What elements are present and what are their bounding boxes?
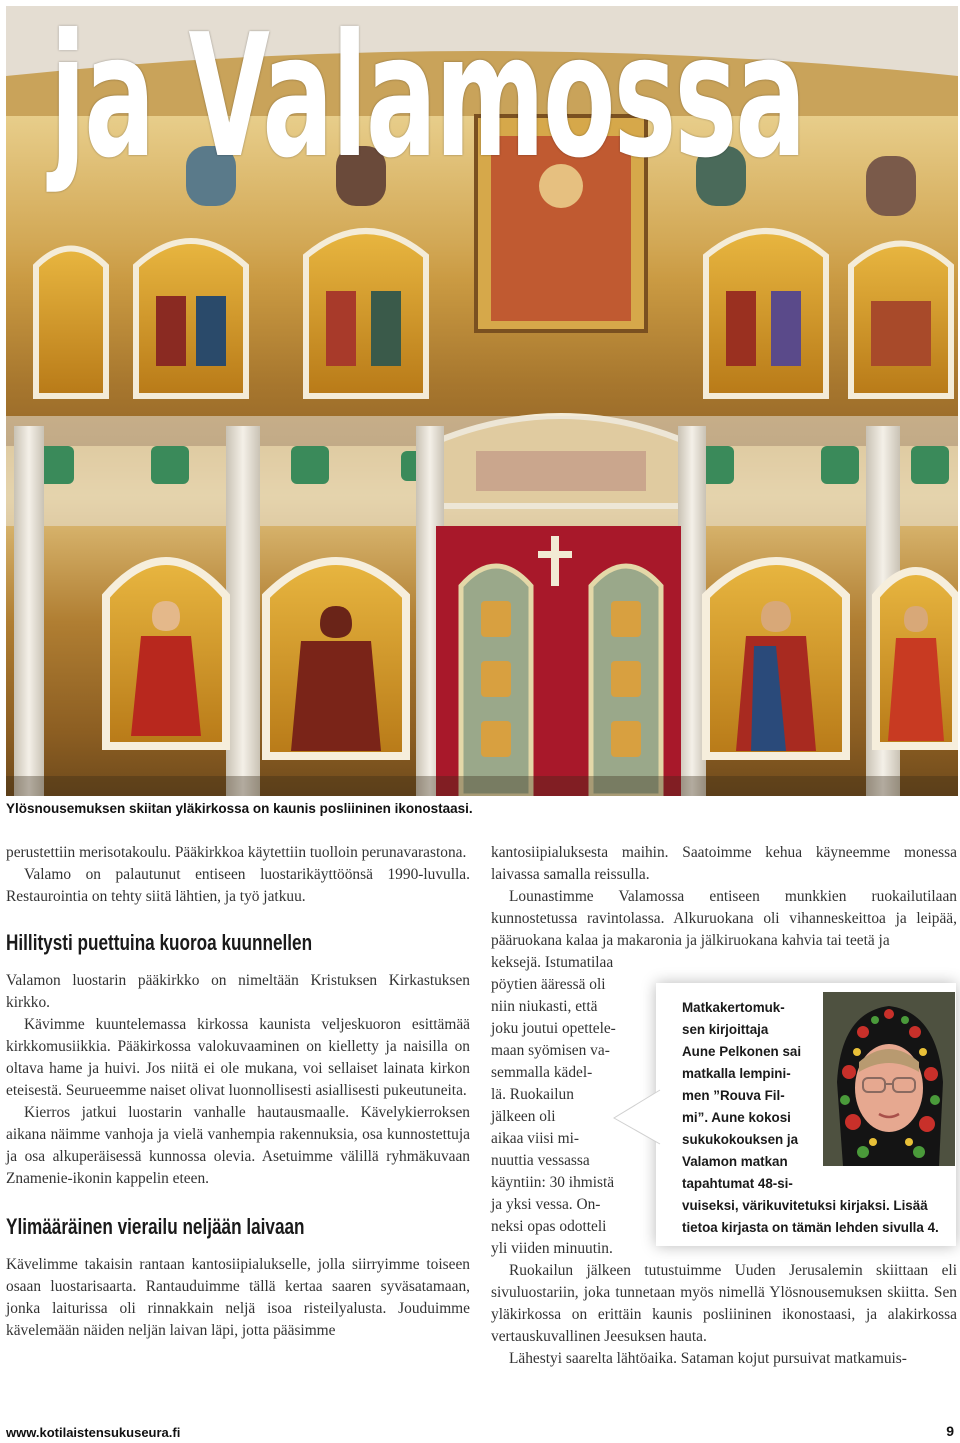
text-line: keksejä. Istumatilaa (491, 954, 614, 971)
callout-line: sukukokouksen ja (682, 1132, 799, 1147)
subheading: Ylimääräinen vierailu neljään laivaan (6, 1214, 305, 1239)
paragraph: Ruokailun jälkeen tutustuimme Uuden Jerusalemin skiittaan eli sivuluostariin, joka tunnetaan myös nimellä Ylösnousemuksen skiitta. Sen yläkirkossa on erittäin kaunis posliininen ikonostaasi, ja alakirkossa vertauskuvallinen Jeesuksen hauta. (491, 1262, 957, 1345)
text-line: neksi opas odotteli (491, 1218, 607, 1235)
paragraph: Lähestyi saarelta lähtöaika. Sataman kojut pursuivat matkamuis- (509, 1350, 907, 1367)
subheading: Hillitysti puettuina kuoroa kuunnellen (6, 930, 313, 955)
text-line: pöytien ääressä oli (491, 976, 606, 993)
text-line: niin niukasti, että (491, 998, 598, 1015)
callout-line: tietoa kirjasta on tämän lehden sivulla 4. (682, 1220, 939, 1235)
text-line: yli viiden minuutin. (491, 1240, 613, 1257)
text-line: lä. Ruokailun (491, 1086, 574, 1103)
callout-line: sen kirjoittaja (682, 1022, 769, 1037)
paragraph: Kävelimme takaisin rantaan kantosiipialukselle, jolla siirryimme toiseen osaan luostarisaarta. Rantauduimme tällä kertaa saaren syväsatamaan, jonka laiturissa oli rinnakkain neljä isoa risteilyalusta. Jouduimme kävelemään näiden neljän laivan läpi, jotta pääsimme (6, 1256, 470, 1339)
paragraph: Kävimme kuuntelemassa kirkossa kaunista veljeskuoron esittämää kirkkomusiikkia. Pääkirkossa valokuvaaminen on kielletty ja naisilla on oltava hame ja huivi. Jos niitä ei ole mukana, voi sellaiset lainata kirkon eteisestä. Seurueemme naiset olivat luonnollisesti asiallisesti pukeutuneita. (6, 1016, 470, 1099)
callout-line: Aune Pelkonen sai (682, 1044, 802, 1059)
text-line: semmalla kädel- (491, 1064, 593, 1081)
callout-pointer (612, 1088, 662, 1146)
iconostasis-photo (6, 6, 958, 796)
footer-website-link[interactable]: www.kotilaistensukuseura.fi (6, 1425, 181, 1440)
callout-line: matkalla lempini- (682, 1066, 791, 1081)
callout-line: mi”. Aune kokosi (682, 1110, 791, 1125)
callout-line: men ”Rouva Fil- (682, 1088, 785, 1103)
paragraph: Lounastimme Valamossa entiseen munkkien ruokailutilaan kunnostetussa ravintolassa. Alkuruokana oli vihanneskeittoa ja leipää, pääruokana kalaa ja makaronia ja jälkiruokana kahvia tai teetä ja (491, 888, 957, 949)
callout-text (682, 997, 952, 1239)
paragraph: kantosiipialuksesta maihin. Saatoimme kehua käyneemme monessa laivassa samalla reissulla. (491, 844, 957, 883)
paragraph: Valamo on palautunut entiseen luostarikäyttöönsä 1990-luvulla. Restaurointia on tehty siitä lähtien, ja työ jatkuu. (6, 866, 470, 905)
photo-caption: Ylösnousemuksen skiitan yläkirkossa on kaunis posliininen ikonostaasi. (6, 801, 473, 816)
page-number: 9 (946, 1423, 954, 1439)
text-line: jälkeen oli (491, 1108, 556, 1125)
callout-line: tapahtumat 48-si- (682, 1176, 793, 1191)
callout-line: Matkakertomuk- (682, 1000, 785, 1015)
callout-line: vuiseksi, värikuvitetuksi kirjaksi. Lisää (682, 1198, 928, 1213)
text-line: nuuttia vessassa (491, 1152, 590, 1169)
left-column (6, 842, 470, 1342)
text-line: käyntiin: 30 ihmistä (491, 1174, 615, 1191)
paragraph: Valamon luostarin pääkirkko on nimeltään Kristuksen Kirkastuksen kirkko. (6, 972, 470, 1011)
text-line: ja yksi vessa. On- (491, 1196, 601, 1213)
callout-line: Valamon matkan (682, 1154, 788, 1169)
headline: ja Valamossa (50, 6, 805, 196)
paragraph: Kierros jatkui luostarin vanhalle hautausmaalle. Kävelykierroksen aikana näimme vanhoja ja vielä vanhempia rakennuksia, osa kunnostettuja ja osa alkuperäisessä kunnossa olevia. Asetuimme välillä ryhmäkuvaan Znamenie-ikonin kappelin eteen. (6, 1104, 470, 1187)
text-line: joku joutui opettele- (491, 1020, 616, 1037)
text-line: aikaa viisi mi- (491, 1130, 580, 1147)
paragraph: perustettiin merisotakoulu. Pääkirkkoa käytettiin tuolloin perunavarastona. (6, 844, 467, 861)
text-line: maan syömisen va- (491, 1042, 610, 1059)
